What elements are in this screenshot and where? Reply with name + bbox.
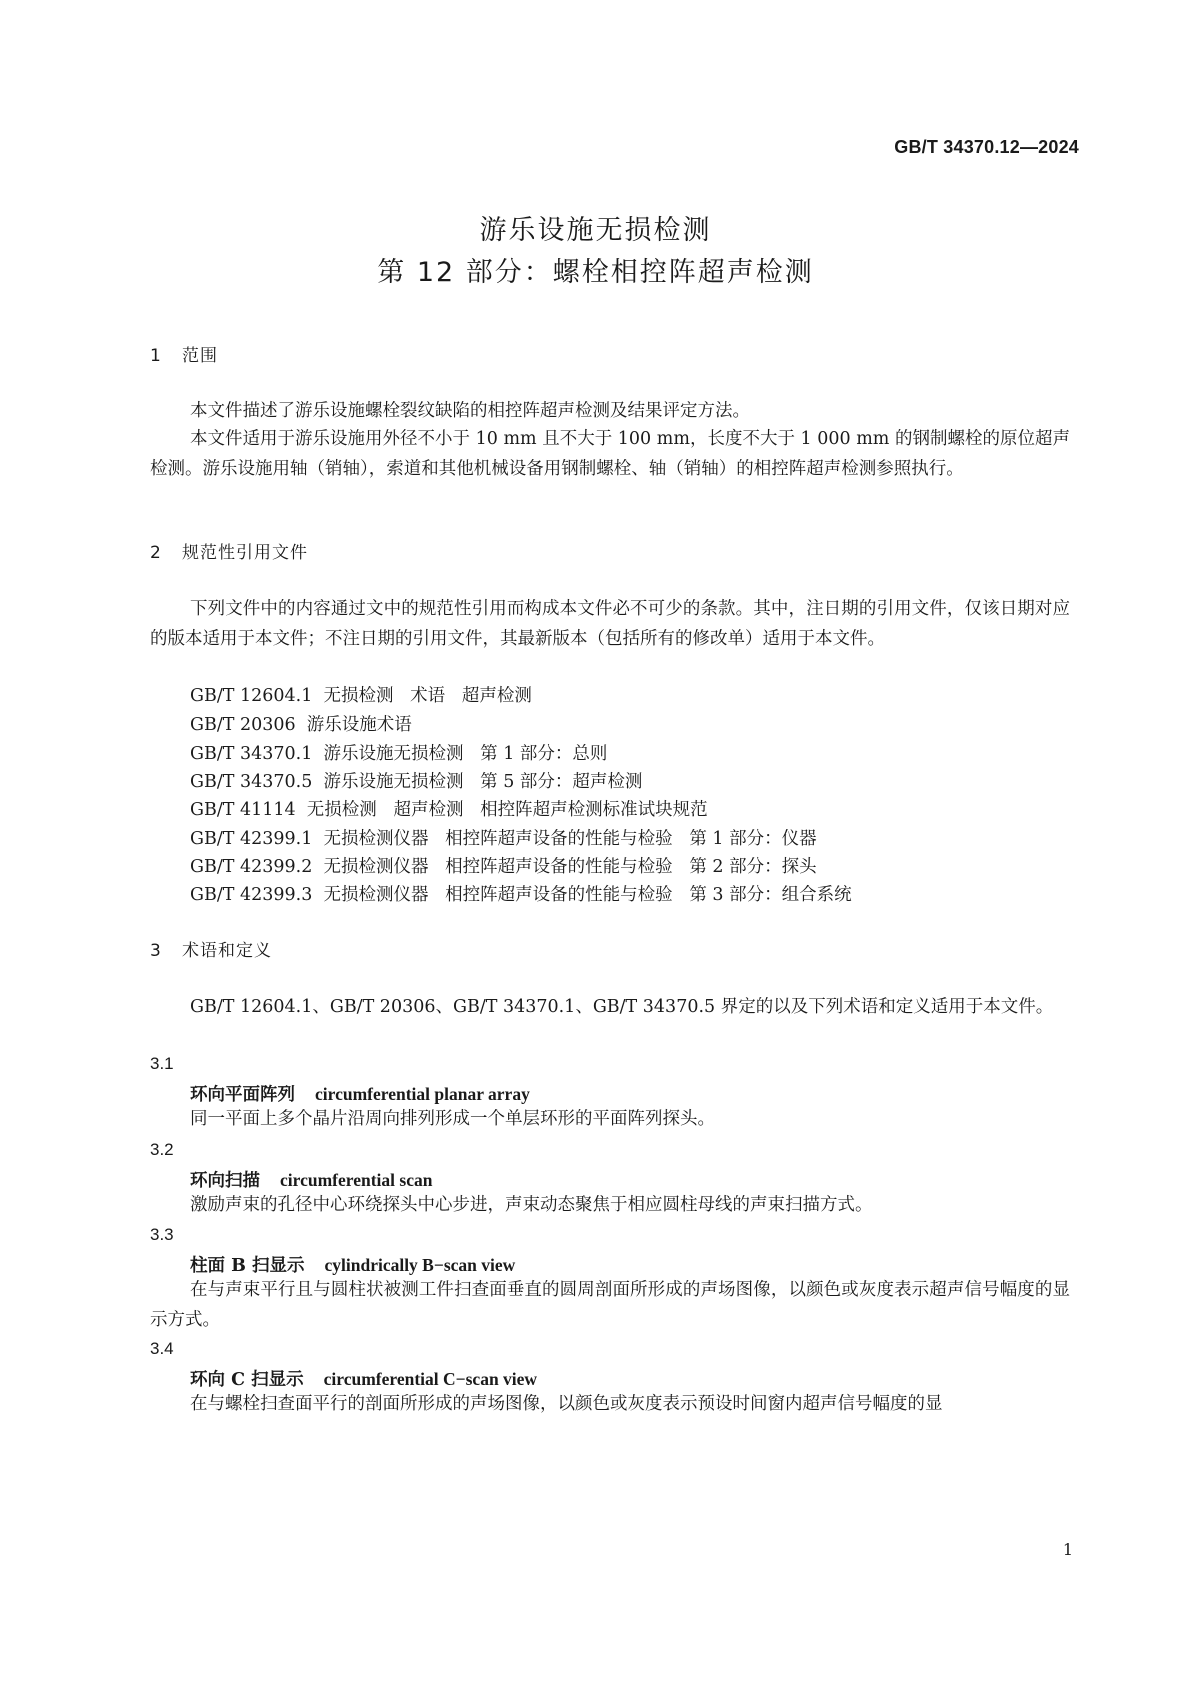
- scope-paragraph-2: 本文件适用于游乐设施用外径不小于 10 mm 且不大于 100 mm，长度不大于 1 000 mm 的钢制螺栓的原位超声检测。游乐设施用轴（销轴），索道和其他机械设备用钢制螺栓、轴（销轴）的相控阵超声检测参照执行。: [150, 429, 1070, 479]
- term-title: [190, 1081, 530, 1106]
- reference-item: GB/T 12604.1 无损检测 术语 超声检测: [190, 686, 532, 706]
- term-definition: 在与声束平行且与圆柱状被测工件扫查面垂直的圆周剖面所形成的声场图像，以颜色或灰度表示超声信号幅度的显示方式。: [150, 1280, 1070, 1330]
- term-zh: 环向扫描: [190, 1171, 260, 1191]
- section-heading-normative-references: [150, 538, 308, 563]
- term-number: 3.2: [150, 1140, 174, 1159]
- term-number: 3.4: [150, 1339, 174, 1358]
- section-title: 范围: [182, 346, 218, 366]
- section-number: 2: [150, 543, 162, 563]
- section-number: 3: [150, 941, 162, 961]
- term-en: circumferential scan: [280, 1170, 433, 1190]
- term-zh: 环向 C 扫显示: [190, 1370, 304, 1390]
- section-title: 规范性引用文件: [182, 543, 308, 563]
- term-definition: 同一平面上多个晶片沿周向排列形成一个单层环形的平面阵列探头。: [190, 1109, 715, 1129]
- term-number: 3.1: [150, 1054, 174, 1073]
- term-en: cylindrically B−scan view: [324, 1255, 516, 1275]
- reference-item: GB/T 42399.2 无损检测仪器 相控阵超声设备的性能与检验 第 2 部分：探头: [190, 857, 817, 877]
- term-en: circumferential planar array: [315, 1084, 530, 1104]
- scope-paragraph-1: 本文件描述了游乐设施螺栓裂纹缺陷的相控阵超声检测及结果评定方法。: [190, 401, 750, 421]
- term-title: [190, 1366, 537, 1391]
- section-number: 1: [150, 346, 162, 366]
- references-intro: 下列文件中的内容通过文中的规范性引用而构成本文件必不可少的条款。其中，注日期的引用文件，仅该日期对应的版本适用于本文件；不注日期的引用文件，其最新版本（包括所有的修改单）适用于本文件。: [150, 599, 1070, 649]
- document-title-line2: 第 12 部分：螺栓相控阵超声检测: [377, 257, 814, 288]
- term-number: 3.3: [150, 1225, 174, 1244]
- term-zh: 环向平面阵列: [190, 1085, 295, 1105]
- term-definition: 在与螺栓扫查面平行的剖面所形成的声场图像，以颜色或灰度表示预设时间窗内超声信号幅度的显: [190, 1394, 943, 1414]
- reference-item: GB/T 34370.5 游乐设施无损检测 第 5 部分：超声检测: [190, 772, 643, 792]
- section-heading-terms: [150, 936, 272, 961]
- reference-item: GB/T 42399.1 无损检测仪器 相控阵超声设备的性能与检验 第 1 部分：仪器: [190, 829, 817, 849]
- section-heading-scope: [150, 341, 218, 366]
- standard-code: GB/T 34370.12—2024: [894, 137, 1079, 157]
- reference-item: GB/T 42399.3 无损检测仪器 相控阵超声设备的性能与检验 第 3 部分：组合系统: [190, 885, 852, 905]
- page-number: 1: [1062, 1540, 1073, 1559]
- reference-item: GB/T 41114 无损检测 超声检测 相控阵超声检测标准试块规范: [190, 800, 708, 820]
- term-title: [190, 1252, 515, 1277]
- term-definition: 激励声束的孔径中心环绕探头中心步进，声束动态聚焦于相应圆柱母线的声束扫描方式。: [190, 1195, 873, 1215]
- document-title-line1: 游乐设施无损检测: [479, 215, 712, 246]
- reference-item: GB/T 34370.1 游乐设施无损检测 第 1 部分：总则: [190, 744, 608, 764]
- reference-item: GB/T 20306 游乐设施术语: [190, 715, 412, 735]
- term-en: circumferential C−scan view: [323, 1369, 538, 1389]
- terms-intro: GB/T 12604.1、GB/T 20306、GB/T 34370.1、GB/T 34370.5 界定的以及下列术语和定义适用于本文件。: [190, 997, 1054, 1017]
- term-title: [190, 1167, 432, 1192]
- term-zh: 柱面 B 扫显示: [190, 1256, 305, 1276]
- section-title: 术语和定义: [182, 941, 272, 961]
